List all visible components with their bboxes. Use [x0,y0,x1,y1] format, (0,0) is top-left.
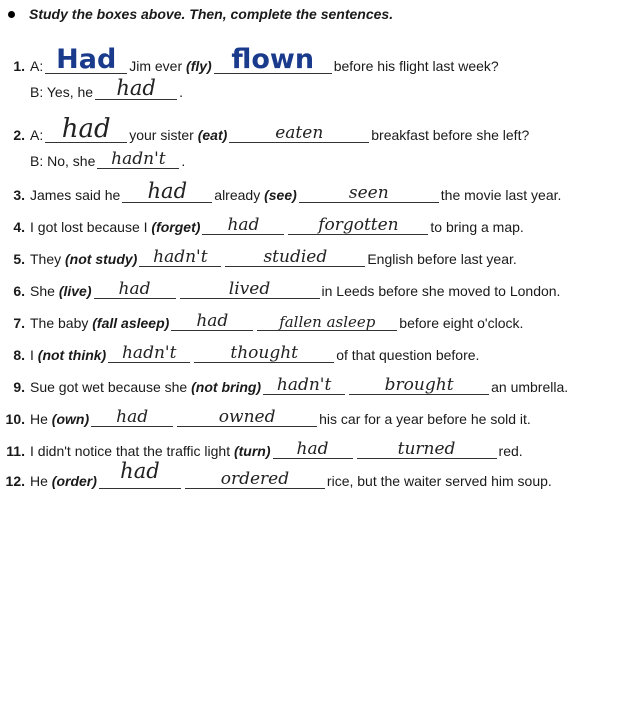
sentence-text: the movie last year. [440,187,562,203]
sentence-text: of that question before. [336,347,480,363]
answer-blank[interactable] [171,311,253,331]
item-2-line-b [0,147,185,169]
verb-prompt: (not bring) [191,379,262,395]
answer-text: had [296,439,329,459]
answer-text: had [120,459,160,483]
sentence-text: before his flight last week? [333,58,499,74]
answer-blank[interactable] [94,279,176,299]
answer-text: flown [231,44,315,75]
verb-prompt: (fly) [186,58,212,74]
verb-prompt: (eat) [197,127,228,143]
answer-blank[interactable] [299,183,439,203]
sentence-text: They [30,251,62,267]
item-5-line [0,245,517,267]
sentence-text: in Leeds before she moved to London. [321,283,561,299]
item-10-line [0,405,531,427]
item-number: 9. [13,379,25,395]
sentence-text: Jim ever [129,58,183,74]
verb-prompt: (order) [51,473,97,489]
answer-text: Had [56,44,117,75]
answer-text: had [61,114,111,144]
verb-prompt: (see) [264,187,297,203]
answer-text: thought [230,343,299,363]
answer-blank[interactable] [139,247,221,267]
answer-blank[interactable] [225,247,365,267]
item-8-line [0,341,479,363]
item-number: 8. [13,347,25,363]
answer-text: hadn't [121,343,177,363]
answer-text: seen [348,183,389,203]
speaker-label: B: Yes, he [30,84,94,100]
sentence-text: I got lost because I [30,219,148,235]
item-number: 4. [13,219,25,235]
item-7-line [0,309,523,331]
item-number: 5. [13,251,25,267]
answer-text: hadn't [111,149,166,169]
verb-prompt: (own) [51,411,90,427]
item-1-line-a [0,44,499,75]
sentence-text: red. [498,443,523,459]
verb-prompt: (fall asleep) [92,315,170,331]
answer-text: had [227,215,260,235]
item-9-line [0,373,568,395]
item-1-line-b [0,78,183,100]
answer-blank[interactable] [349,375,489,395]
sentence-text: an umbrella. [491,379,569,395]
answer-text: had [118,279,151,299]
sentence-text: already [214,187,261,203]
answer-blank[interactable] [257,314,397,331]
answer-text: eaten [275,123,324,143]
item-2-line-a [0,114,530,144]
answer-blank[interactable] [99,459,181,489]
answer-text: owned [218,407,276,427]
sentence-text: He [30,473,48,489]
answer-text: turned [397,439,456,459]
answer-blank[interactable] [263,375,345,395]
instruction-text: Study the boxes above. Then, complete the sentences. [29,6,394,22]
answer-blank[interactable] [357,439,497,459]
answer-text: hadn't [153,247,208,267]
sentence-text: James said he [30,187,121,203]
sentence-text: his car for a year before he sold it. [319,411,531,427]
item-11-line [0,437,523,459]
sentence-text: She [30,283,55,299]
item-12-line [0,459,552,489]
sentence-text: He [30,411,48,427]
instruction [8,6,393,22]
answer-blank[interactable] [122,179,212,203]
bullet-icon [8,11,15,18]
answer-text: studied [263,247,328,267]
answer-blank[interactable] [202,215,284,235]
verb-prompt: (not study) [65,251,138,267]
item-number: 12. [5,473,25,489]
sentence-text: English before last year. [367,251,517,267]
answer-text: had [196,311,229,331]
answer-blank[interactable] [177,407,317,427]
sentence-text: your sister [129,127,194,143]
sentence-end: . [181,153,186,169]
item-number: 1. [13,58,25,74]
item-number: 7. [13,315,25,331]
sentence-text: before eight o'clock. [399,315,524,331]
sentence-text: Sue got wet because she [30,379,188,395]
answer-blank[interactable] [45,114,127,144]
answer-blank[interactable] [273,439,353,459]
sentence-text: I [30,347,34,363]
item-4-line [0,213,524,235]
answer-blank[interactable] [95,76,177,100]
item-6-line [0,277,560,299]
answer-text: fallen asleep [279,313,376,331]
answer-blank[interactable] [108,343,190,363]
sentence-end: . [179,84,183,100]
answer-blank[interactable] [180,279,320,299]
answer-blank[interactable] [194,343,334,363]
answer-blank[interactable] [214,44,332,75]
item-number: 6. [13,283,25,299]
speaker-label: A: [30,127,44,143]
verb-prompt: (not think) [37,347,107,363]
answer-blank[interactable] [97,149,179,169]
verb-prompt: (turn) [233,443,271,459]
answer-text: lived [228,279,271,299]
sentence-text: I didn't notice that the traffic light [30,443,231,459]
speaker-label: A: [30,58,44,74]
answer-blank[interactable] [45,44,127,75]
item-number: 11. [6,443,25,459]
sentence-text: rice, but the waiter served him soup. [326,473,552,489]
sentence-text: to bring a map. [430,219,524,235]
item-number: 3. [13,187,25,203]
answer-text: had [116,407,149,427]
verb-prompt: (live) [58,283,92,299]
sentence-text: The baby [30,315,89,331]
item-number: 2. [13,127,25,143]
answer-text: hadn't [276,375,332,395]
item-number: 10. [5,411,25,427]
answer-text: had [116,76,156,100]
verb-prompt: (forget) [151,219,201,235]
answer-blank[interactable] [91,407,173,427]
answer-text: had [147,179,188,203]
answer-blank[interactable] [288,215,428,235]
sentence-text: breakfast before she left? [371,127,530,143]
answer-text: forgotten [318,215,399,235]
answer-text: ordered [220,469,290,489]
answer-blank[interactable] [229,123,369,143]
item-3-line [0,181,561,203]
answer-blank[interactable] [185,469,325,489]
answer-text: brought [384,375,454,395]
speaker-label: B: No, she [30,153,96,169]
